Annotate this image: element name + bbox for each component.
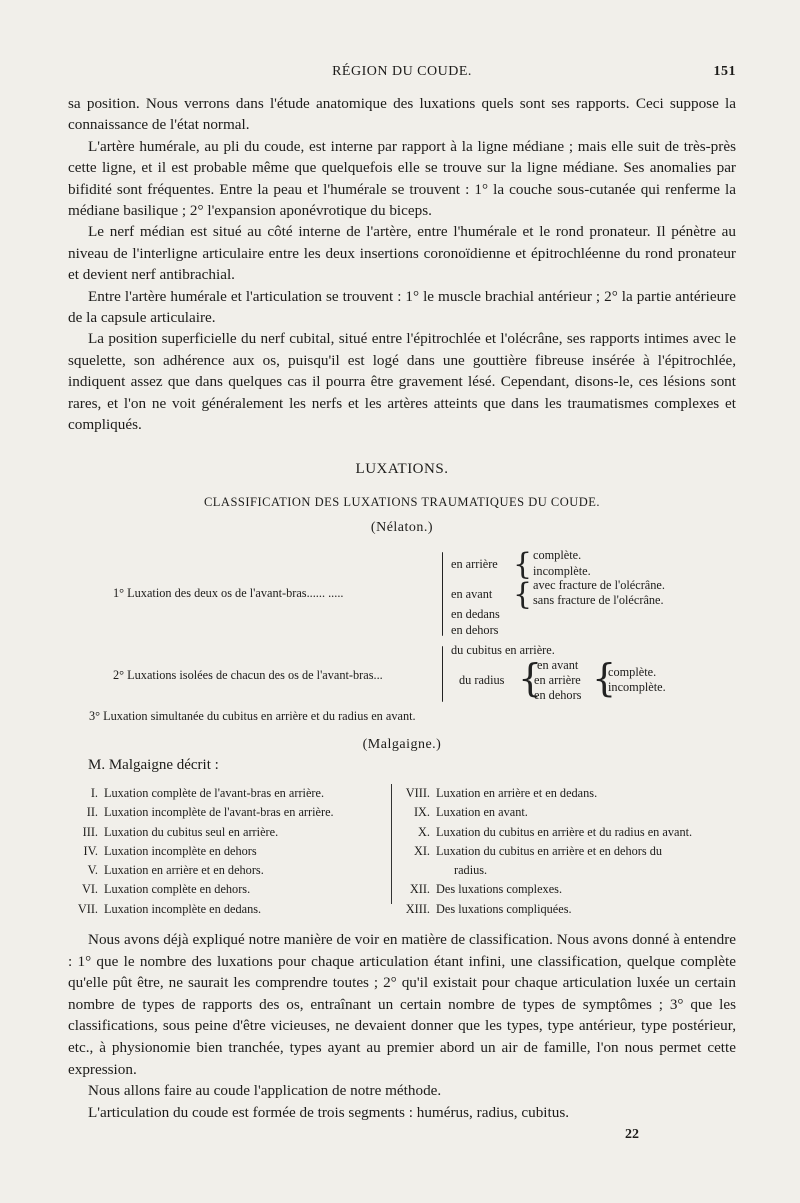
list-item: V. Luxation en arrière et en dehors. xyxy=(87,863,264,878)
list-item: VII. Luxation incomplète en dedans. xyxy=(77,901,262,916)
list-item: XII. Des luxations complexes. xyxy=(409,882,563,897)
nelaton-avant: en avant xyxy=(451,587,493,601)
nelaton-r-dehors: en dehors xyxy=(534,688,582,702)
list-item: IV. Luxation incomplète en dehors xyxy=(83,843,257,858)
nelaton-r-arriere: en arrière xyxy=(534,673,581,687)
malgaigne-right-list xyxy=(396,784,736,919)
nelaton-complete: complète. xyxy=(533,548,582,562)
malgaigne-lead: M. Malgaigne décrit : xyxy=(88,757,219,773)
running-title: RÉGION DU COUDE. xyxy=(332,64,472,79)
brace: { xyxy=(518,656,543,700)
brace: { xyxy=(592,656,617,700)
paragraph: Nous avons déjà expliqué notre manière de voir en matière de classification. Nous avons donné à entendre : 1° que le nombre des luxations pour chaque articulation étant infini, une classification, quelque complète qu'elle pût être, ne saurait les comprendre toutes ; 2° qu'il existait pour chaque articulation luxée un certain nombre de types de rapports des os, entraînant un certain nombre de types de symptômes ; 3° que les classifications, sous peine d'être vicieuses, ne devaient donner que les types, type antérieur, type postérieur, etc., à physionomie bien tranchée, types ayant au premier abord un air de famille, l'on nous permet cette expression. xyxy=(68,931,736,1078)
list-item: VIII. Luxation en arrière et en dedans. xyxy=(405,786,598,800)
list-item: X. Luxation du cubitus en arrière et du radius en avant. xyxy=(418,824,693,839)
nelaton-avec-fracture: avec fracture de l'olécrâne. xyxy=(533,578,665,592)
nelaton-label: (Nélaton.) xyxy=(370,520,434,535)
list-item: radius. xyxy=(454,863,488,878)
classification-title: CLASSIFICATION DES LUXATIONS TRAUMATIQUES DU COUDE. xyxy=(203,495,601,509)
brace xyxy=(442,552,443,636)
paragraph: La position superficielle du nerf cubital, situé entre l'épitrochlée et l'olécrâne, ses rapports intimes avec le squelette, son adhérence aux os, puisqu'il est logé dans une gouttière fibreuse insérée à l'épitrochlée, indiquent assez que dans quelques cas il pourra être gravement lésé. Cependant, disons-le, ces lésions sont rares, et l'on ne voit généralement les nerfs et les artères atteints que dans les traumatismes complexes et compliqués. xyxy=(68,330,736,434)
bottom-paragraphs xyxy=(68,929,736,1123)
page-number: 151 xyxy=(713,64,736,79)
list-item: I. Luxation complète de l'avant-bras en arrière. xyxy=(90,786,325,800)
paragraph: Entre l'artère humérale et l'articulation se trouvent : 1° le muscle brachial antérieur ; 2° la partie antérieure de la capsule articulaire. xyxy=(68,287,736,327)
list-item: XI. Luxation du cubitus en arrière et en dehors du xyxy=(413,843,663,858)
nelaton-sans-fracture: sans fracture de l'olécrâne. xyxy=(533,593,664,607)
brace: { xyxy=(513,577,533,612)
brace: { xyxy=(513,547,533,582)
nelaton-item-2-label: 2° Luxations isolées de chacun des os de l'avant-bras... xyxy=(113,668,383,682)
nelaton-radius: du radius xyxy=(459,673,505,687)
paragraph: L'artère humérale, au pli du coude, est interne par rapport à la ligne médiane ; mais elle suit de très-près cette ligne, et il est probable même que quelquefois elle se trouve sur la ligne médiane. Ses anomalies par bifidité sont fréquentes. Entre la peau et l'humérale se trouvent : 1° la couche sous-cutanée qui renferme la médiane basilique ; 2° l'expansion aponévrotique du biceps. xyxy=(68,137,736,220)
paragraph: Le nerf médian est situé au côté interne de l'artère, entre l'humérale et le rond pronateur. Il pénètre au niveau de l'interligne articulaire entre les deux insertions coronoïdienne et épitrochléenne du rond pronateur et devient nerf antibrachial. xyxy=(68,223,736,284)
list-item: XIII. Des luxations compliquées. xyxy=(405,901,572,916)
nelaton-r-incomplete: incomplète. xyxy=(608,680,666,694)
list-item: VI. Luxation complète en dehors. xyxy=(81,882,251,897)
paragraph: sa position. Nous verrons dans l'étude anatomique des luxations quels sont ses rapports. Ceci suppose la connaissance de l'état normal. xyxy=(68,95,736,134)
section-title: LUXATIONS. xyxy=(355,461,449,477)
nelaton-cubitus: du cubitus en arrière. xyxy=(451,643,555,657)
nelaton-r-avant: en avant xyxy=(537,658,579,672)
paragraph: L'articulation du coude est formée de trois segments : humérus, radius, cubitus. xyxy=(88,1103,570,1121)
nelaton-item-1-label: 1° Luxation des deux os de l'avant-bras...... ..... xyxy=(113,586,344,600)
nelaton-incomplete: incomplète. xyxy=(533,564,591,578)
signature-mark: 22 xyxy=(625,1127,639,1142)
nelaton-dehors: en dehors xyxy=(451,623,499,637)
malgaigne-left-list xyxy=(76,784,388,919)
nelaton-item-3: 3° Luxation simultanée du cubitus en arrière et du radius en avant. xyxy=(89,709,416,723)
page-header xyxy=(68,62,736,84)
list-item: IX. Luxation en avant. xyxy=(413,805,528,820)
nelaton-dedans: en dedans xyxy=(451,607,500,621)
list-item: II. Luxation incomplète de l'avant-bras en arrière. xyxy=(86,805,334,820)
paragraph: Nous allons faire au coude l'application de notre méthode. xyxy=(88,1082,442,1100)
malgaigne-label: (Malgaigne.) xyxy=(362,737,442,752)
list-item: III. Luxation du cubitus seul en arrière. xyxy=(82,824,279,839)
top-paragraphs xyxy=(68,93,736,436)
brace xyxy=(442,646,443,702)
column-divider xyxy=(391,784,392,904)
nelaton-arriere: en arrière xyxy=(451,557,498,571)
nelaton-r-complete: complète. xyxy=(608,665,657,679)
